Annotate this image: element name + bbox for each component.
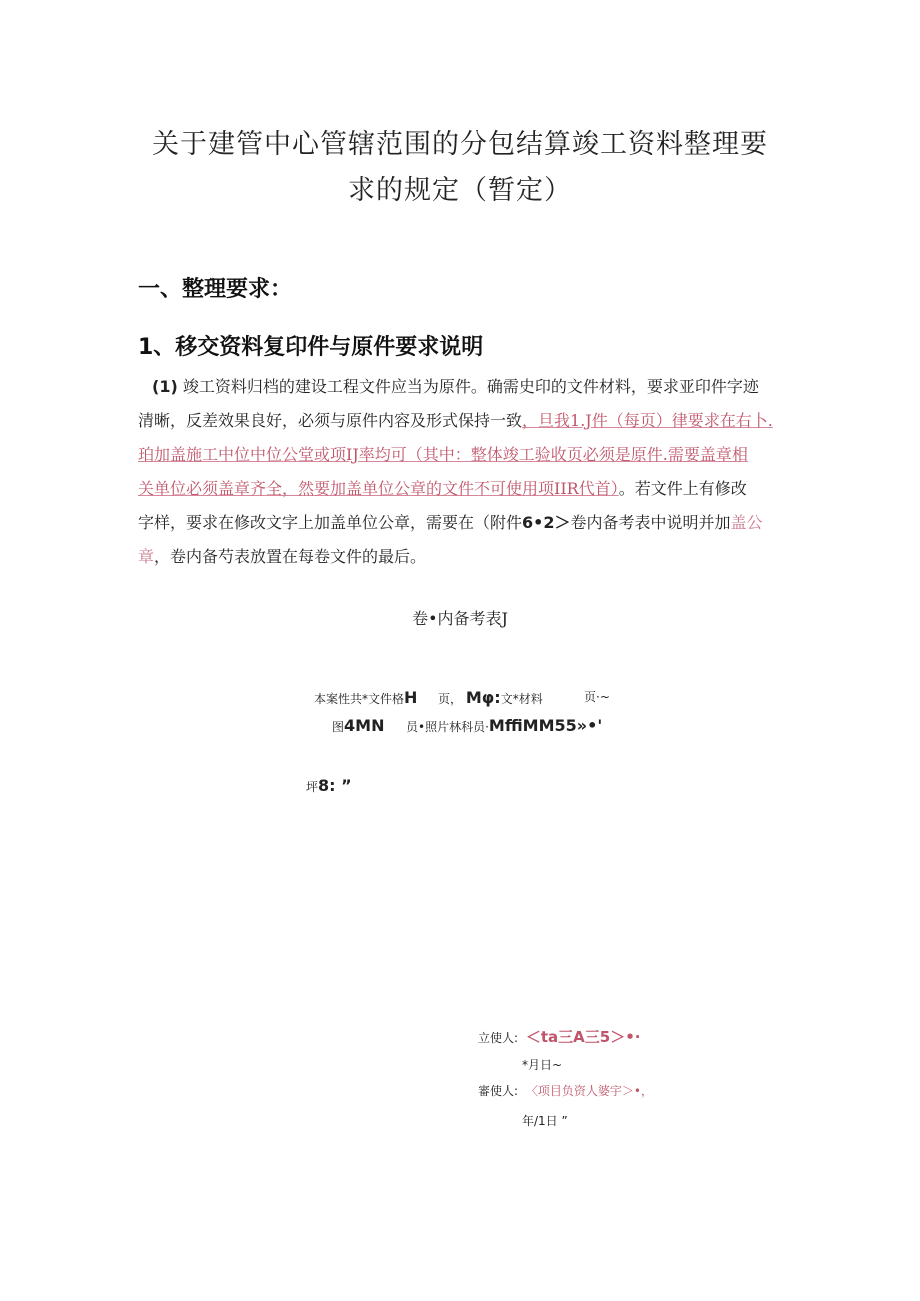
reviewer-value: 〈项目负资人婆宇＞•， [525, 1084, 653, 1098]
document-title-line2: 求的规定（暂定） [348, 175, 572, 206]
form-row-1-mid [438, 688, 543, 707]
form-row-2-mid [406, 716, 602, 735]
reviewer-row [478, 1082, 653, 1099]
maker-value: ＜ta三A三5＞•· [525, 1028, 641, 1046]
reviewer-label: 審使人: [478, 1084, 519, 1098]
maker-row [478, 1026, 641, 1047]
form-label: 坪 [306, 780, 319, 794]
form-label: 员•照片林科员· [406, 720, 489, 734]
paragraph-text: ，卷内备芍表放置在每卷文件的最后。 [154, 547, 427, 566]
attachment-ref: 6•2＞ [522, 513, 571, 532]
paragraph-pink-text: 盖公 [730, 513, 763, 532]
form-value: Mφ: [465, 688, 501, 707]
form-row-3 [306, 776, 352, 795]
paragraph-line-6 [138, 540, 788, 574]
form-value: 8: ” [318, 776, 352, 795]
form-label: 本案性共*文件格 [314, 692, 405, 706]
form-value: H [404, 688, 418, 707]
paragraph-line-1 [138, 370, 788, 404]
paragraph-line-2 [138, 404, 788, 438]
subsection-heading: 1、移交资料复印件与原件要求说明 [138, 335, 484, 360]
form-row-1 [314, 688, 417, 707]
form-row-1-end [584, 688, 610, 705]
form-label: 文*材料 [500, 692, 543, 706]
form-value: 4MN [344, 716, 385, 735]
paragraph-red-text: 关单位必须盖章齐全，然要加盖单位公章的文件不可使用项IIR代首） [138, 479, 619, 498]
reviewer-date: 年/1日 ” [522, 1114, 568, 1128]
paragraph-pink-text: 章 [138, 547, 155, 566]
form-row-2 [332, 716, 384, 735]
paragraph-line-3 [138, 438, 788, 472]
maker-label: 立使人: [478, 1031, 519, 1045]
form-value: MffiMM55»•' [488, 716, 603, 735]
section-heading: 一、整理要求： [138, 277, 293, 302]
paragraph-text: 卷内备考表中说明并加 [570, 513, 731, 532]
paragraph-red-text: ，旦我1.J件（每页）律要求在右卜. [522, 411, 773, 430]
maker-date: *月日~ [522, 1058, 563, 1072]
paragraph-line-4 [138, 472, 788, 506]
form-label: 页·~ [584, 690, 610, 704]
paragraph-text: 竣工资料归档的建设工程文件应当为原件。确需史印的文件材料，要求亚印件字迹 [182, 377, 759, 396]
table-caption: 卷•内备考表J [412, 609, 508, 628]
document-title-line1: 关于建管中心管辖范围的分包结算竣工资料整理要 [152, 129, 768, 160]
paragraph-text: 清晰，反差效果良好，必须与原件内容及形式保持一致 [138, 411, 523, 430]
form-label: 页， [438, 692, 463, 706]
paragraph-red-text: 珀加盖施工中位中位公堂或项IJ率均可（其中：整体竣工验收页必须是原件.需要盖章相 [138, 445, 748, 464]
paragraph-line-5 [138, 506, 788, 540]
paragraph-text: 字样，要求在修改文字上加盖单位公章，需要在（附件 [138, 513, 523, 532]
form-label: 图 [332, 720, 345, 734]
paragraph-number: (1) [152, 377, 178, 396]
paragraph-text: 。若文件上有修改 [618, 479, 747, 498]
